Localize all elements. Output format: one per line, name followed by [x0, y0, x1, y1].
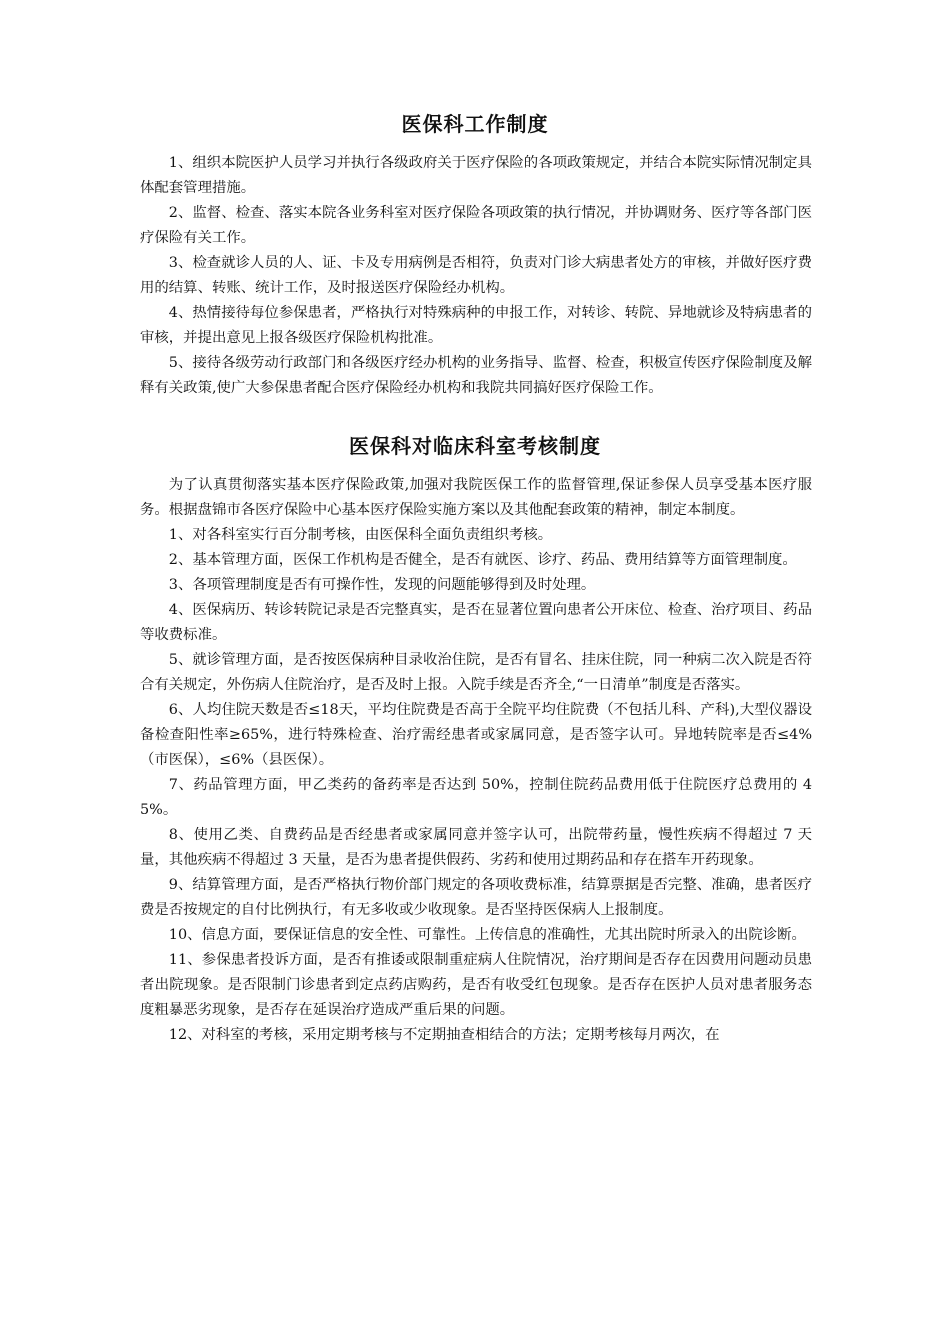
title-work-system: 医保科工作制度	[401, 112, 549, 136]
paragraph: 5、就诊管理方面，是否按医保病种目录收治住院，是否有冒名、挂床住院，同一种病二次入院是否符合有关规定，外伤病人住院治疗，是否及时上报。入院手续是否齐全,“一日清单”制度是否落实。	[140, 652, 812, 693]
paragraph: 6、人均住院天数是否≤18天，平均住院费是否高于全院平均住院费（不包括儿科、产科),大型仪器设备检查阳性率≥65%，进行特殊检查、治疗需经患者或家属同意，是否签字认可。异地转院率是否≤4%（市医保），≤6%（县医保）。	[140, 702, 812, 768]
paragraph: 1、对各科室实行百分制考核，由医保科全面负责组织考核。	[168, 527, 553, 543]
paragraph-intro: 为了认真贯彻落实基本医疗保险政策,加强对我院医保工作的监督管理,保证参保人员享受基本医疗服务。根据盘锦市各医疗保险中心基本医疗保险实施方案以及其他配套政策的精神，制定本制度。	[140, 477, 812, 518]
paragraph: 2、监督、检查、落实本院各业务科室对医疗保险各项政策的执行情况，并协调财务、医疗等各部门医疗保险有关工作。	[140, 205, 812, 246]
section-work-system	[140, 151, 812, 401]
paragraph: 3、检查就诊人员的人、证、卡及专用病例是否相符，负责对门诊大病患者处方的审核，并做好医疗费用的结算、转账、统计工作，及时报送医疗保险经办机构。	[140, 255, 812, 296]
section-assessment-system	[140, 473, 812, 1048]
paragraph: 1、组织本院医护人员学习并执行各级政府关于医疗保险的各项政策规定，并结合本院实际情况制定具体配套管理措施。	[140, 155, 812, 196]
paragraph: 4、热情接待每位参保患者，严格执行对特殊病种的申报工作，对转诊、转院、异地就诊及特病患者的审核，并提出意见上报各级医疗保险机构批准。	[140, 305, 812, 346]
paragraph: 7、药品管理方面，甲乙类药的备药率是否达到 50%，控制住院药品费用低于住院医疗总费用的 45%。	[140, 777, 812, 818]
paragraph: 5、接待各级劳动行政部门和各级医疗经办机构的业务指导、监督、检查，积极宣传医疗保险制度及解释有关政策,使广大参保患者配合医疗保险经办机构和我院共同搞好医疗保险工作。	[140, 355, 812, 396]
paragraph: 3、各项管理制度是否有可操作性，发现的问题能够得到及时处理。	[168, 577, 596, 593]
paragraph: 11、参保患者投诉方面，是否有推诿或限制重症病人住院情况，治疗期间是否存在因费用问题动员患者出院现象。是否限制门诊患者到定点药店购药，是否有收受红包现象。是否存在医护人员对患者服务态度粗暴恶劣现象，是否存在延误治疗造成严重后果的问题。	[140, 952, 812, 1018]
paragraph: 8、使用乙类、自费药品是否经患者或家属同意并签字认可，出院带药量，慢性疾病不得超过 7 天量，其他疾病不得超过 3 天量，是否为患者提供假药、劣药和使用过期药品和存在搭车开药现象。	[140, 827, 812, 868]
paragraph: 2、基本管理方面，医保工作机构是否健全，是否有就医、诊疗、药品、费用结算等方面管理制度。	[168, 552, 797, 568]
paragraph: 4、医保病历、转诊转院记录是否完整真实，是否在显著位置向患者公开床位、检查、治疗项目、药品等收费标准。	[140, 602, 812, 643]
title-assessment-system: 医保科对临床科室考核制度	[349, 434, 601, 458]
paragraph: 12、对科室的考核，采用定期考核与不定期抽查相结合的方法；定期考核每月两次，在	[168, 1027, 720, 1043]
paragraph: 9、结算管理方面，是否严格执行物价部门规定的各项收费标准，结算票据是否完整、准确，患者医疗费是否按规定的自付比例执行，有无多收或少收现象。是否坚持医保病人上报制度。	[140, 877, 812, 918]
paragraph: 10、信息方面，要保证信息的安全性、可靠性。上传信息的准确性，尤其出院时所录入的出院诊断。	[168, 927, 806, 943]
